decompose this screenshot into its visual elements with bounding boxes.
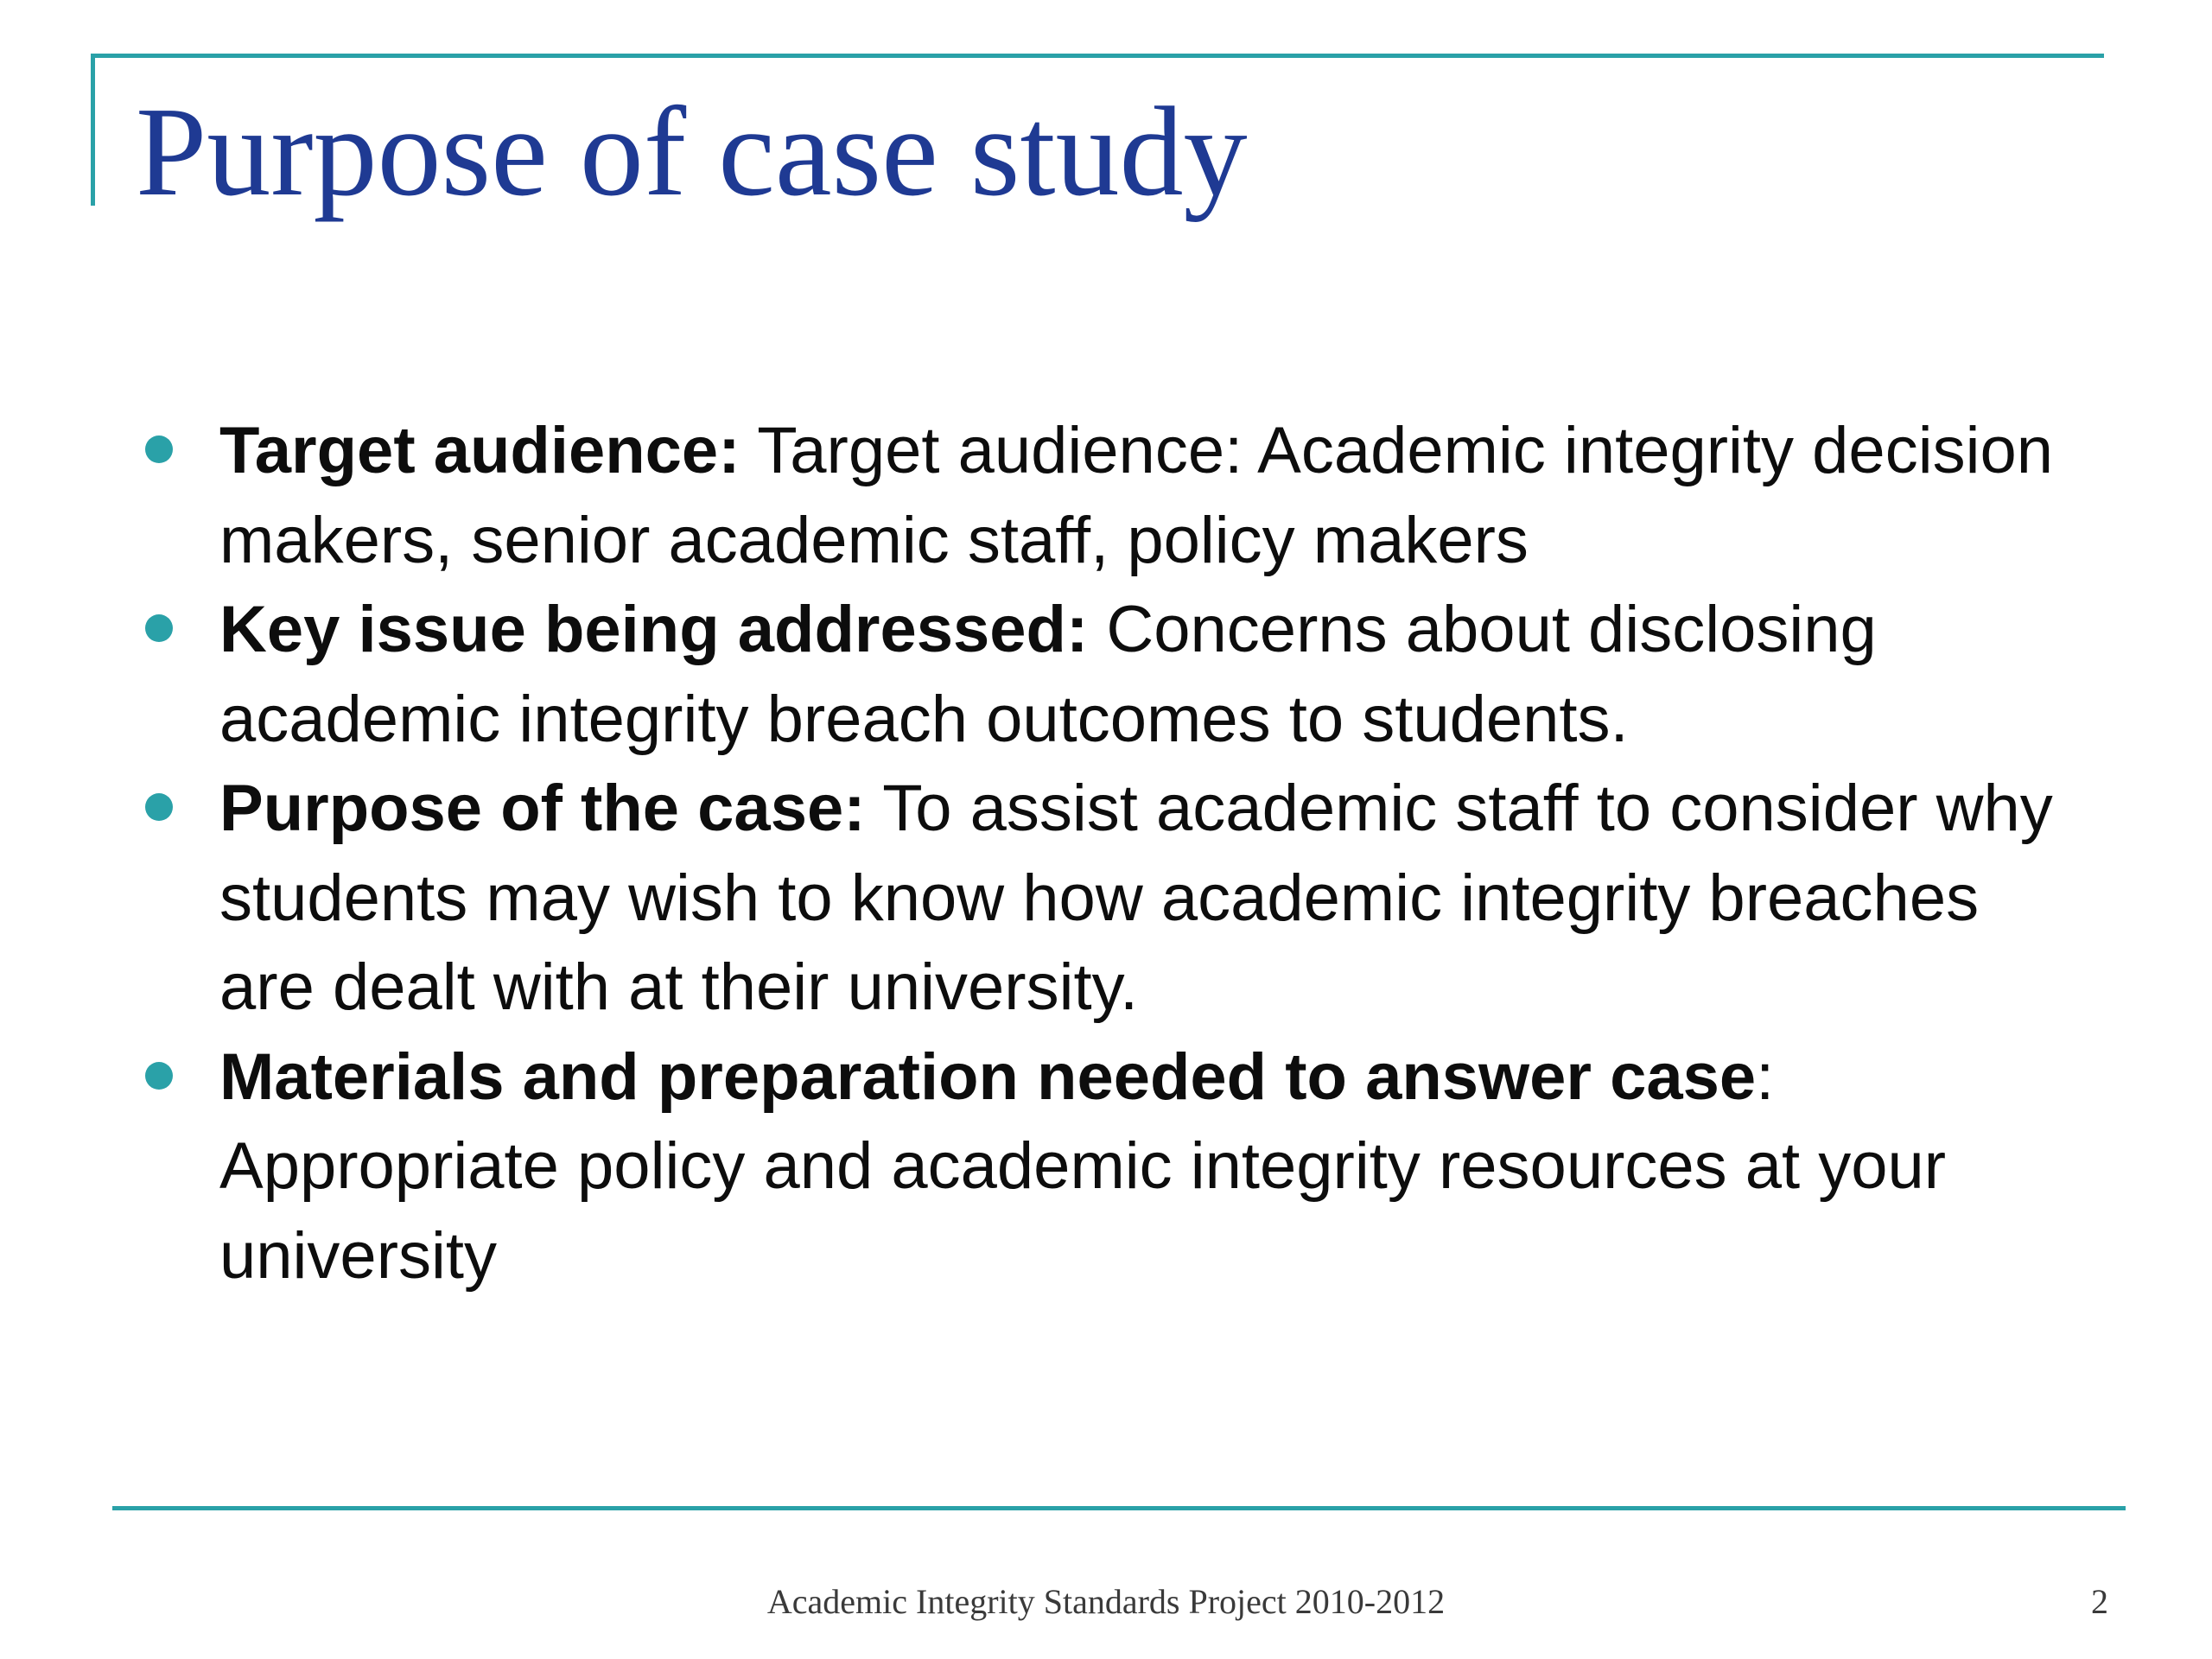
bullet-label: Purpose of the case: (219, 772, 866, 845)
bullet-item-target-audience (145, 406, 2089, 585)
bullet-dot-icon (145, 793, 173, 821)
bullet-text: : Appropriate policy and academic integrity resources at your university (219, 1039, 1947, 1293)
bullet-text: Target audience: Academic integrity decision makers, senior academic staff, policy makers (219, 414, 2053, 577)
bullet-label: Target audience: (219, 414, 741, 487)
left-accent-rule (91, 54, 95, 206)
bullet-text: Concerns about disclosing academic integrity breach outcomes to students. (219, 593, 1877, 756)
bullet-list (145, 406, 2089, 1300)
bullet-item-purpose (145, 764, 2089, 1033)
bullet-label: Key issue being addressed: (219, 593, 1089, 666)
bullet-item-key-issue (145, 585, 2089, 764)
top-accent-rule (91, 54, 2104, 58)
bullet-dot-icon (145, 435, 173, 463)
bullet-text: To assist academic staff to consider why students may wish to know how academic integrity breaches are dealt with at their university. (219, 772, 2053, 1024)
bullet-label: Materials and preparation needed to answer case (219, 1039, 1757, 1114)
bullet-dot-icon (145, 1062, 173, 1090)
bullet-item-materials (145, 1033, 2089, 1301)
bottom-accent-rule (112, 1506, 2126, 1510)
footer-text: Academic Integrity Standards Project 2010-2012 (766, 1582, 1446, 1621)
slide-title: Purpose of case study (136, 81, 1248, 223)
bullet-dot-icon (145, 614, 173, 642)
page-number: 2 (2091, 1582, 2108, 1621)
